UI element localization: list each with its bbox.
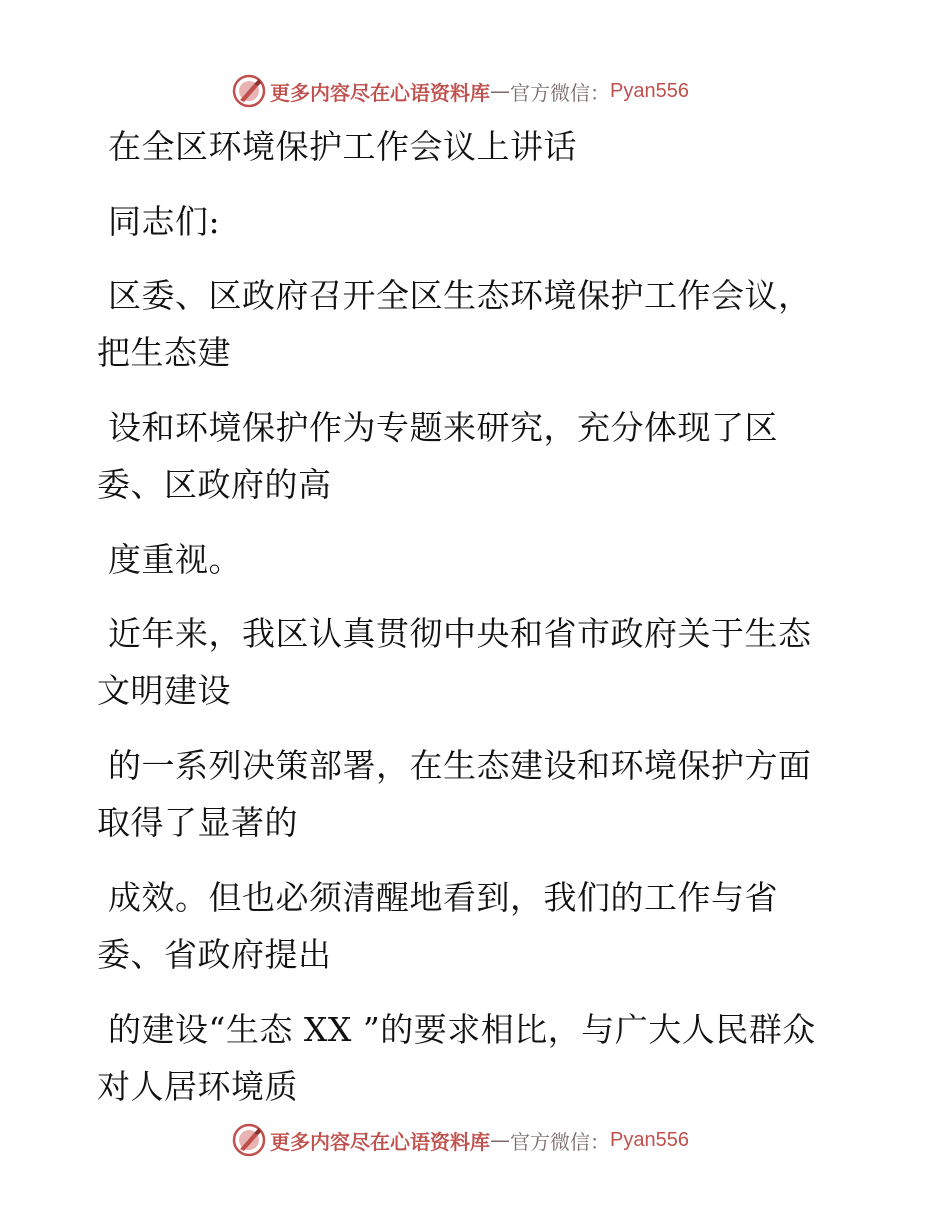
text-line: 成效。但也必须清醒地看到，我们的工作与省 — [108, 878, 778, 917]
text-line: 近年来，我区认真贯彻中央和省市政府关于生态 — [108, 614, 812, 653]
watermark-account: Pyan556 — [610, 1128, 689, 1151]
watermark-text: 更多内容尽在心语资料库 — [270, 1129, 490, 1154]
text-line: 把生态建 — [97, 333, 231, 372]
text-line: 对人居环境质 — [97, 1067, 298, 1106]
watermark-header — [232, 71, 689, 111]
pen-seal-icon — [232, 74, 266, 108]
pen-seal-icon — [232, 1123, 266, 1157]
text-line: 区委、区政府召开全区生态环境保护工作会议， — [108, 276, 812, 315]
text-line: 度重视。 — [108, 540, 242, 579]
text-line: 的建设“生态 XX ”的要求相比，与广大人民群众 — [108, 1010, 816, 1049]
text-line: 的一系列决策部署，在生态建设和环境保护方面 — [108, 746, 812, 785]
text-line: 委、省政府提出 — [97, 935, 332, 974]
watermark-text: 更多内容尽在心语资料库 — [270, 80, 490, 105]
document-title: 在全区环境保护工作会议上讲话 — [108, 127, 577, 166]
watermark-suffix: 官方微信： — [510, 1129, 610, 1154]
text-line: 取得了显著的 — [97, 803, 298, 842]
watermark-separator: — — [490, 1128, 510, 1152]
watermark-footer — [232, 1120, 689, 1160]
watermark-separator: — — [490, 79, 510, 103]
watermark-account: Pyan556 — [610, 79, 689, 102]
text-line: 文明建设 — [97, 671, 231, 710]
salutation: 同志们: — [108, 202, 221, 241]
text-line: 委、区政府的高 — [97, 465, 332, 504]
text-line: 设和环境保护作为专题来研究，充分体现了区 — [108, 408, 778, 447]
watermark-suffix: 官方微信： — [510, 80, 610, 105]
